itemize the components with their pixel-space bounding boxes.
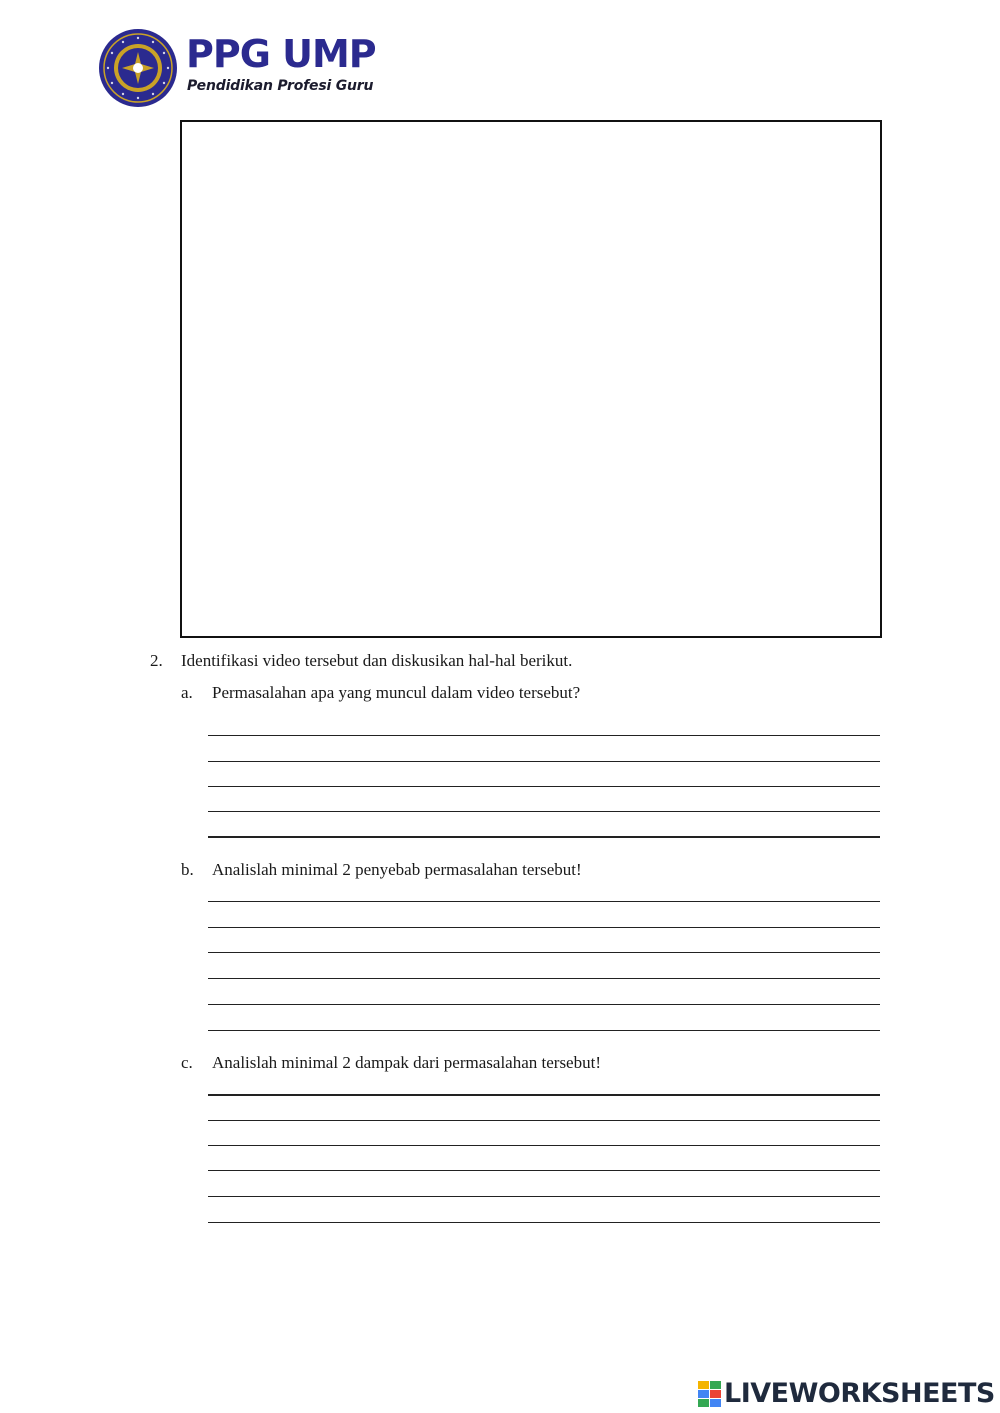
answer-line[interactable]: [208, 1094, 880, 1096]
answer-line[interactable]: [208, 761, 880, 762]
question-text: Identifikasi video tersebut dan diskusikan hal-hal berikut.: [181, 651, 573, 670]
answer-line[interactable]: [208, 735, 880, 736]
video-frame[interactable]: [180, 120, 882, 638]
part-b-text: Analislah minimal 2 penyebab permasalahan tersebut!: [212, 860, 582, 879]
answer-line[interactable]: [208, 786, 880, 787]
part-c-letter: c.: [181, 1053, 193, 1072]
question-number: 2.: [150, 651, 163, 670]
answer-line[interactable]: [208, 1145, 880, 1146]
answer-line[interactable]: [208, 836, 880, 838]
liveworksheets-logo: [698, 1377, 994, 1409]
university-seal-icon: [98, 28, 178, 108]
answer-line[interactable]: [208, 901, 880, 902]
answer-line[interactable]: [208, 978, 880, 979]
answer-line[interactable]: [208, 1120, 880, 1121]
answer-line[interactable]: [208, 811, 880, 812]
part-b-letter: b.: [181, 860, 194, 879]
part-c-text: Analislah minimal 2 dampak dari permasalahan tersebut!: [212, 1053, 601, 1072]
header-logo: [98, 28, 388, 108]
liveworksheets-blocks-icon: [698, 1381, 722, 1407]
answer-line[interactable]: [208, 1196, 880, 1197]
answer-line[interactable]: [208, 1030, 880, 1031]
liveworksheets-brand: LIVEWORKSHEETS: [724, 1378, 995, 1409]
answer-line[interactable]: [208, 952, 880, 953]
brand-subtitle: Pendidikan Profesi Guru: [187, 78, 374, 94]
answer-line[interactable]: [208, 1222, 880, 1223]
answer-line[interactable]: [208, 927, 880, 928]
answer-line[interactable]: [208, 1004, 880, 1005]
part-a-text: Permasalahan apa yang muncul dalam video tersebut?: [212, 683, 581, 702]
answer-line[interactable]: [208, 1170, 880, 1171]
part-a-letter: a.: [181, 683, 193, 702]
brand-title: PPG UMP: [186, 32, 376, 76]
